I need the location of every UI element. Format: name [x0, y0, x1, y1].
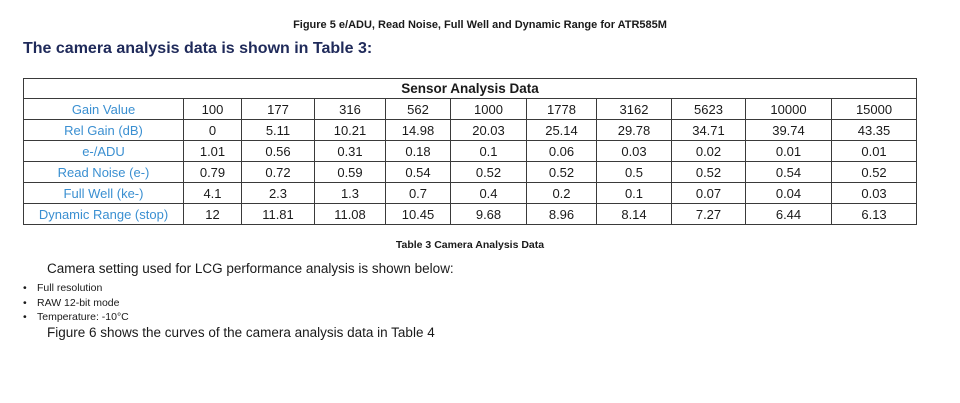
table-cell: 8.96 — [527, 204, 597, 225]
table-row — [24, 120, 917, 141]
bullet-icon: • — [23, 296, 27, 309]
table-cell: 43.35 — [832, 120, 917, 141]
bullet-icon: • — [23, 311, 27, 323]
table-title: Sensor Analysis Data — [24, 79, 917, 99]
table-cell: 5623 — [672, 99, 746, 120]
table-cell: 0.2 — [527, 183, 597, 204]
settings-item — [23, 281, 129, 296]
settings-item — [23, 310, 129, 325]
table-row — [24, 162, 917, 183]
table-cell: 0.52 — [527, 162, 597, 183]
table-row — [24, 99, 917, 120]
table-cell: 562 — [386, 99, 451, 120]
table-cell: 0.1 — [597, 183, 672, 204]
table-cell: 7.27 — [672, 204, 746, 225]
table-cell: 8.14 — [597, 204, 672, 225]
table-row — [24, 183, 917, 204]
table-cell: 0.7 — [386, 183, 451, 204]
table-cell: 12 — [184, 204, 242, 225]
settings-item-text: RAW 12-bit mode — [37, 296, 120, 309]
table-row — [24, 141, 917, 162]
table-cell: 1.01 — [184, 141, 242, 162]
table-cell: 20.03 — [451, 120, 527, 141]
table-cell: 0.79 — [184, 162, 242, 183]
table-cell: 0.56 — [242, 141, 315, 162]
table-cell: 11.08 — [315, 204, 386, 225]
table-cell: 9.68 — [451, 204, 527, 225]
row-label: Dynamic Range (stop) — [24, 204, 184, 225]
table-cell: 0.52 — [451, 162, 527, 183]
table-cell: 100 — [184, 99, 242, 120]
table-cell: 39.74 — [746, 120, 832, 141]
table-cell: 0.52 — [832, 162, 917, 183]
settings-list — [23, 281, 129, 325]
table-cell: 0.07 — [672, 183, 746, 204]
table-cell: 10.45 — [386, 204, 451, 225]
table-cell: 6.44 — [746, 204, 832, 225]
row-label: Full Well (ke-) — [24, 183, 184, 204]
table-cell: 0.03 — [832, 183, 917, 204]
table-cell: 0.5 — [597, 162, 672, 183]
section-heading: The camera analysis data is shown in Table 3: — [23, 40, 373, 57]
table-cell: 6.13 — [832, 204, 917, 225]
table-cell: 0.54 — [386, 162, 451, 183]
sensor-analysis-table — [23, 78, 917, 225]
table-body — [24, 99, 917, 225]
table-cell: 0.01 — [746, 141, 832, 162]
table-row — [24, 204, 917, 225]
followup-text: Figure 6 shows the curves of the camera analysis data in Table 4 — [47, 325, 435, 340]
table-cell: 0 — [184, 120, 242, 141]
table-cell: 1.3 — [315, 183, 386, 204]
row-label: Read Noise (e-) — [24, 162, 184, 183]
table-cell: 3162 — [597, 99, 672, 120]
table-cell: 0.1 — [451, 141, 527, 162]
table-cell: 0.04 — [746, 183, 832, 204]
table-cell: 25.14 — [527, 120, 597, 141]
table-cell: 0.03 — [597, 141, 672, 162]
table-cell: 14.98 — [386, 120, 451, 141]
settings-item-text: Full resolution — [37, 282, 103, 294]
table-cell: 0.72 — [242, 162, 315, 183]
table-cell: 177 — [242, 99, 315, 120]
bullet-icon: • — [23, 282, 27, 294]
table-cell: 0.06 — [527, 141, 597, 162]
settings-item-text: Temperature: -10°C — [37, 311, 129, 323]
table-cell: 1000 — [451, 99, 527, 120]
table-cell: 5.11 — [242, 120, 315, 141]
figure-caption: Figure 5 e/ADU, Read Noise, Full Well and Dynamic Range for ATR585M — [293, 19, 667, 31]
row-label: Gain Value — [24, 99, 184, 120]
table-cell: 0.52 — [672, 162, 746, 183]
table-cell: 29.78 — [597, 120, 672, 141]
table-cell: 0.54 — [746, 162, 832, 183]
row-label: Rel Gain (dB) — [24, 120, 184, 141]
table-cell: 15000 — [832, 99, 917, 120]
table-cell: 0.59 — [315, 162, 386, 183]
table-cell: 0.01 — [832, 141, 917, 162]
table-cell: 316 — [315, 99, 386, 120]
table-cell: 10000 — [746, 99, 832, 120]
table-cell: 34.71 — [672, 120, 746, 141]
table-cell: 0.4 — [451, 183, 527, 204]
table-cell: 1778 — [527, 99, 597, 120]
table-cell: 11.81 — [242, 204, 315, 225]
intro-text: Camera setting used for LCG performance analysis is shown below: — [47, 261, 454, 276]
table-cell: 0.18 — [386, 141, 451, 162]
settings-item — [23, 296, 129, 311]
table-cell: 0.02 — [672, 141, 746, 162]
table-cell: 10.21 — [315, 120, 386, 141]
table-caption: Table 3 Camera Analysis Data — [395, 239, 545, 251]
table-cell: 4.1 — [184, 183, 242, 204]
table-cell: 0.31 — [315, 141, 386, 162]
row-label: e-/ADU — [24, 141, 184, 162]
table-cell: 2.3 — [242, 183, 315, 204]
